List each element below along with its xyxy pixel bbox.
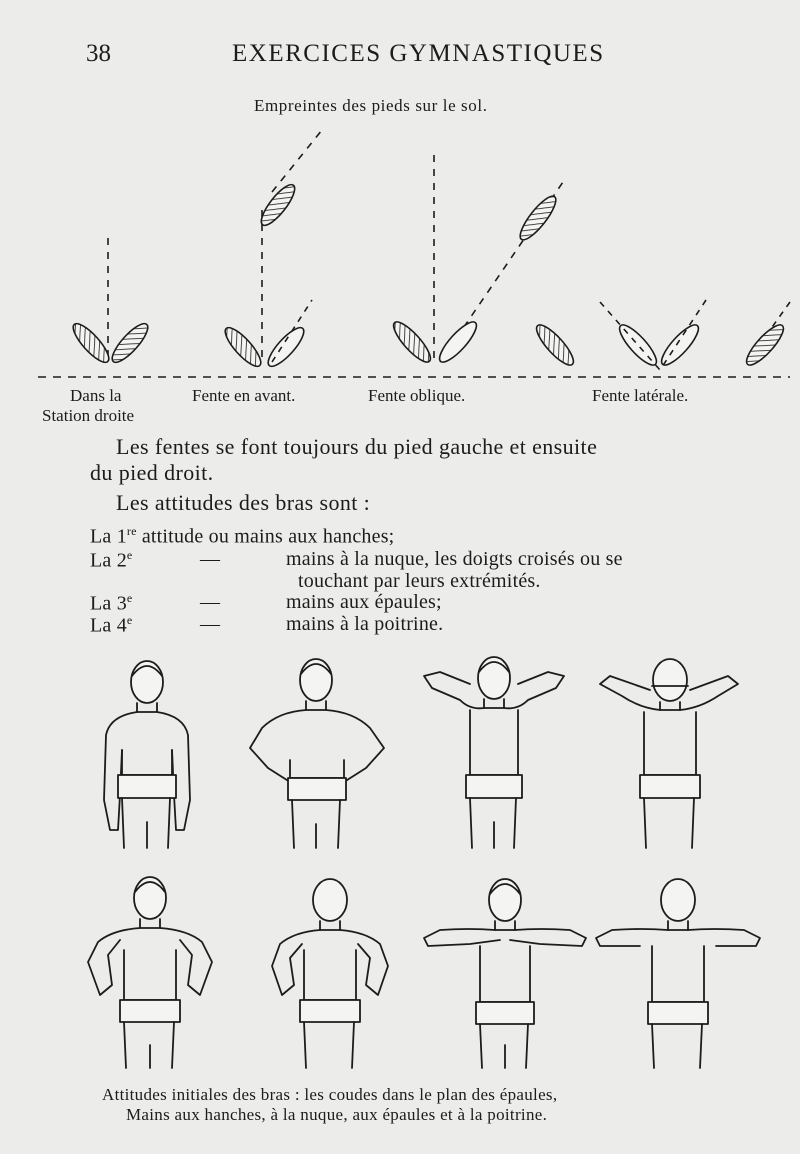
attitude-2-text-cont: touchant par leurs extrémités. <box>298 570 541 592</box>
figure-attitude-1-hips <box>250 659 384 848</box>
label-station-line2: Station droite <box>42 406 135 425</box>
attitude-4-sup: e <box>126 613 133 627</box>
figures-caption-line1: Attitudes initiales des bras : les coudes dans le plan des épaules, <box>102 1085 558 1104</box>
paragraph-fentes-line2: du pied droit. <box>90 460 214 485</box>
attitude-4-prefix: La 4 <box>90 614 127 637</box>
attitude-2-number <box>90 548 132 573</box>
figure-attitude-4-back <box>596 879 760 1068</box>
paragraph-attitudes: Les attitudes des bras sont : <box>116 490 371 515</box>
page-number: 38 <box>86 40 111 67</box>
figure-attitude-1-front <box>104 661 190 848</box>
attitude-1-sup: re <box>126 524 137 538</box>
attitude-3-prefix: La 3 <box>90 592 127 615</box>
attitude-4-number <box>90 613 132 638</box>
figure-attitude-4-front <box>424 879 586 1068</box>
attitude-4-dash: — <box>200 613 221 635</box>
attitude-2-dash: — <box>200 548 221 570</box>
attitude-3-sup: e <box>126 591 133 605</box>
figures-caption-line2: Mains aux hanches, à la nuque, aux épaules et à la poitrine. <box>126 1105 548 1124</box>
paragraph-fentes-line1: Les fentes se font toujours du pied gauche et ensuite <box>116 434 598 459</box>
footprints-station-droite <box>68 238 152 367</box>
attitude-1-item <box>90 524 394 549</box>
attitude-2-prefix: La 2 <box>90 549 127 572</box>
figure-attitude-2-back <box>600 659 738 848</box>
figure-attitude-2-front <box>424 657 564 848</box>
attitude-3-text: mains aux épaules; <box>286 591 442 613</box>
footprints-fente-avant <box>220 130 322 371</box>
figure-attitude-3-back <box>272 879 388 1068</box>
attitude-1-text: attitude ou mains aux hanches; <box>136 525 395 548</box>
attitude-2-text: mains à la nuque, les doigts croisés ou se <box>286 548 623 570</box>
running-title: EXERCICES GYMNASTIQUES <box>232 40 605 67</box>
label-fente-avant: Fente en avant. <box>192 386 296 405</box>
attitude-4-text: mains à la poitrine. <box>286 613 444 635</box>
attitude-2-sup: e <box>126 548 133 562</box>
label-station-line1: Dans la <box>70 386 122 405</box>
attitude-3-number <box>90 591 132 616</box>
footprints-fente-laterale <box>532 300 790 370</box>
footprints-fente-oblique <box>389 155 563 367</box>
attitude-1-prefix: La 1 <box>90 525 127 548</box>
label-fente-oblique: Fente oblique. <box>368 386 466 405</box>
attitude-3-dash: — <box>200 591 221 613</box>
feet-figure-caption: Empreintes des pieds sur le sol. <box>254 96 488 115</box>
figure-attitude-3-front <box>88 877 212 1068</box>
label-fente-laterale: Fente latérale. <box>592 386 689 405</box>
